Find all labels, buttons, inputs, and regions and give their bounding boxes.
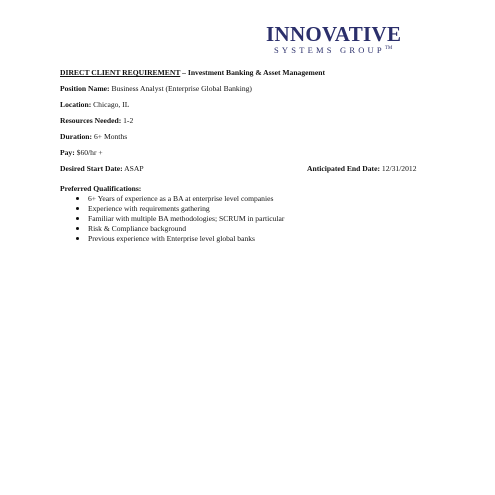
requirement-title: DIRECT CLIENT REQUIREMENT	[60, 68, 181, 77]
pay-label: Pay:	[60, 148, 75, 157]
position-label: Position Name:	[60, 84, 110, 93]
location-value: Chicago, IL	[91, 100, 130, 109]
end-date-value: 12/31/2012	[380, 164, 417, 173]
location-label: Location:	[60, 100, 92, 109]
resources-label: Resources Needed:	[60, 116, 122, 125]
logo-wordmark: INNOVATIVE	[266, 22, 402, 46]
duration-value: 6+ Months	[92, 132, 128, 141]
start-date-value: ASAP	[122, 164, 144, 173]
bullet-icon	[76, 227, 79, 230]
bullet-icon	[76, 237, 79, 240]
qualifications-heading: Preferred Qualifications:	[60, 184, 142, 193]
industry-text: Investment Banking & Asset Management	[187, 68, 325, 77]
requirement-header	[60, 68, 325, 78]
end-date-label: Anticipated End Date:	[307, 164, 380, 173]
header-separator: –	[180, 68, 188, 77]
end-date-row	[307, 164, 417, 174]
duration-row	[60, 132, 127, 142]
logo-trademark: TM	[384, 46, 393, 51]
start-date-row	[60, 164, 144, 174]
bullet-icon	[76, 207, 79, 210]
logo-subtitle: SYSTEMS GROUP™	[274, 44, 393, 55]
resources-row	[60, 116, 133, 126]
pay-value: $60/hr +	[74, 148, 103, 157]
bullet-icon	[76, 217, 79, 220]
duration-label: Duration:	[60, 132, 93, 141]
bullet-icon	[76, 197, 79, 200]
location-row	[60, 100, 129, 110]
position-value: Business Analyst (Enterprise Global Banking)	[109, 84, 252, 93]
pay-row	[60, 148, 103, 158]
company-logo	[266, 23, 426, 59]
document-page: INNOVATIVE SYSTEMS GROUP™ DIRECT CLIENT REQUIREMENT – Investment Banking & Asset Management Position Name: Business Analyst (Enterprise Global Banking) Location: Chicago, IL Resources Needed: 1-2 Duration: 6+ Months Pay: $60/hr + Desired Start Date: ASAP Anticipated End Date: 12/31/2012 Preferred Qualifications: 6+ Years of experience as a BA at enterprise level companies Experience with requirements gathering Familiar with multiple BA methodologies; SCRUM in particular Risk & Compliance background Previous experience with Enterprise level global banks	[0, 0, 495, 495]
position-row	[60, 84, 252, 94]
resources-value: 1-2	[121, 116, 134, 125]
start-date-label: Desired Start Date:	[60, 164, 123, 173]
